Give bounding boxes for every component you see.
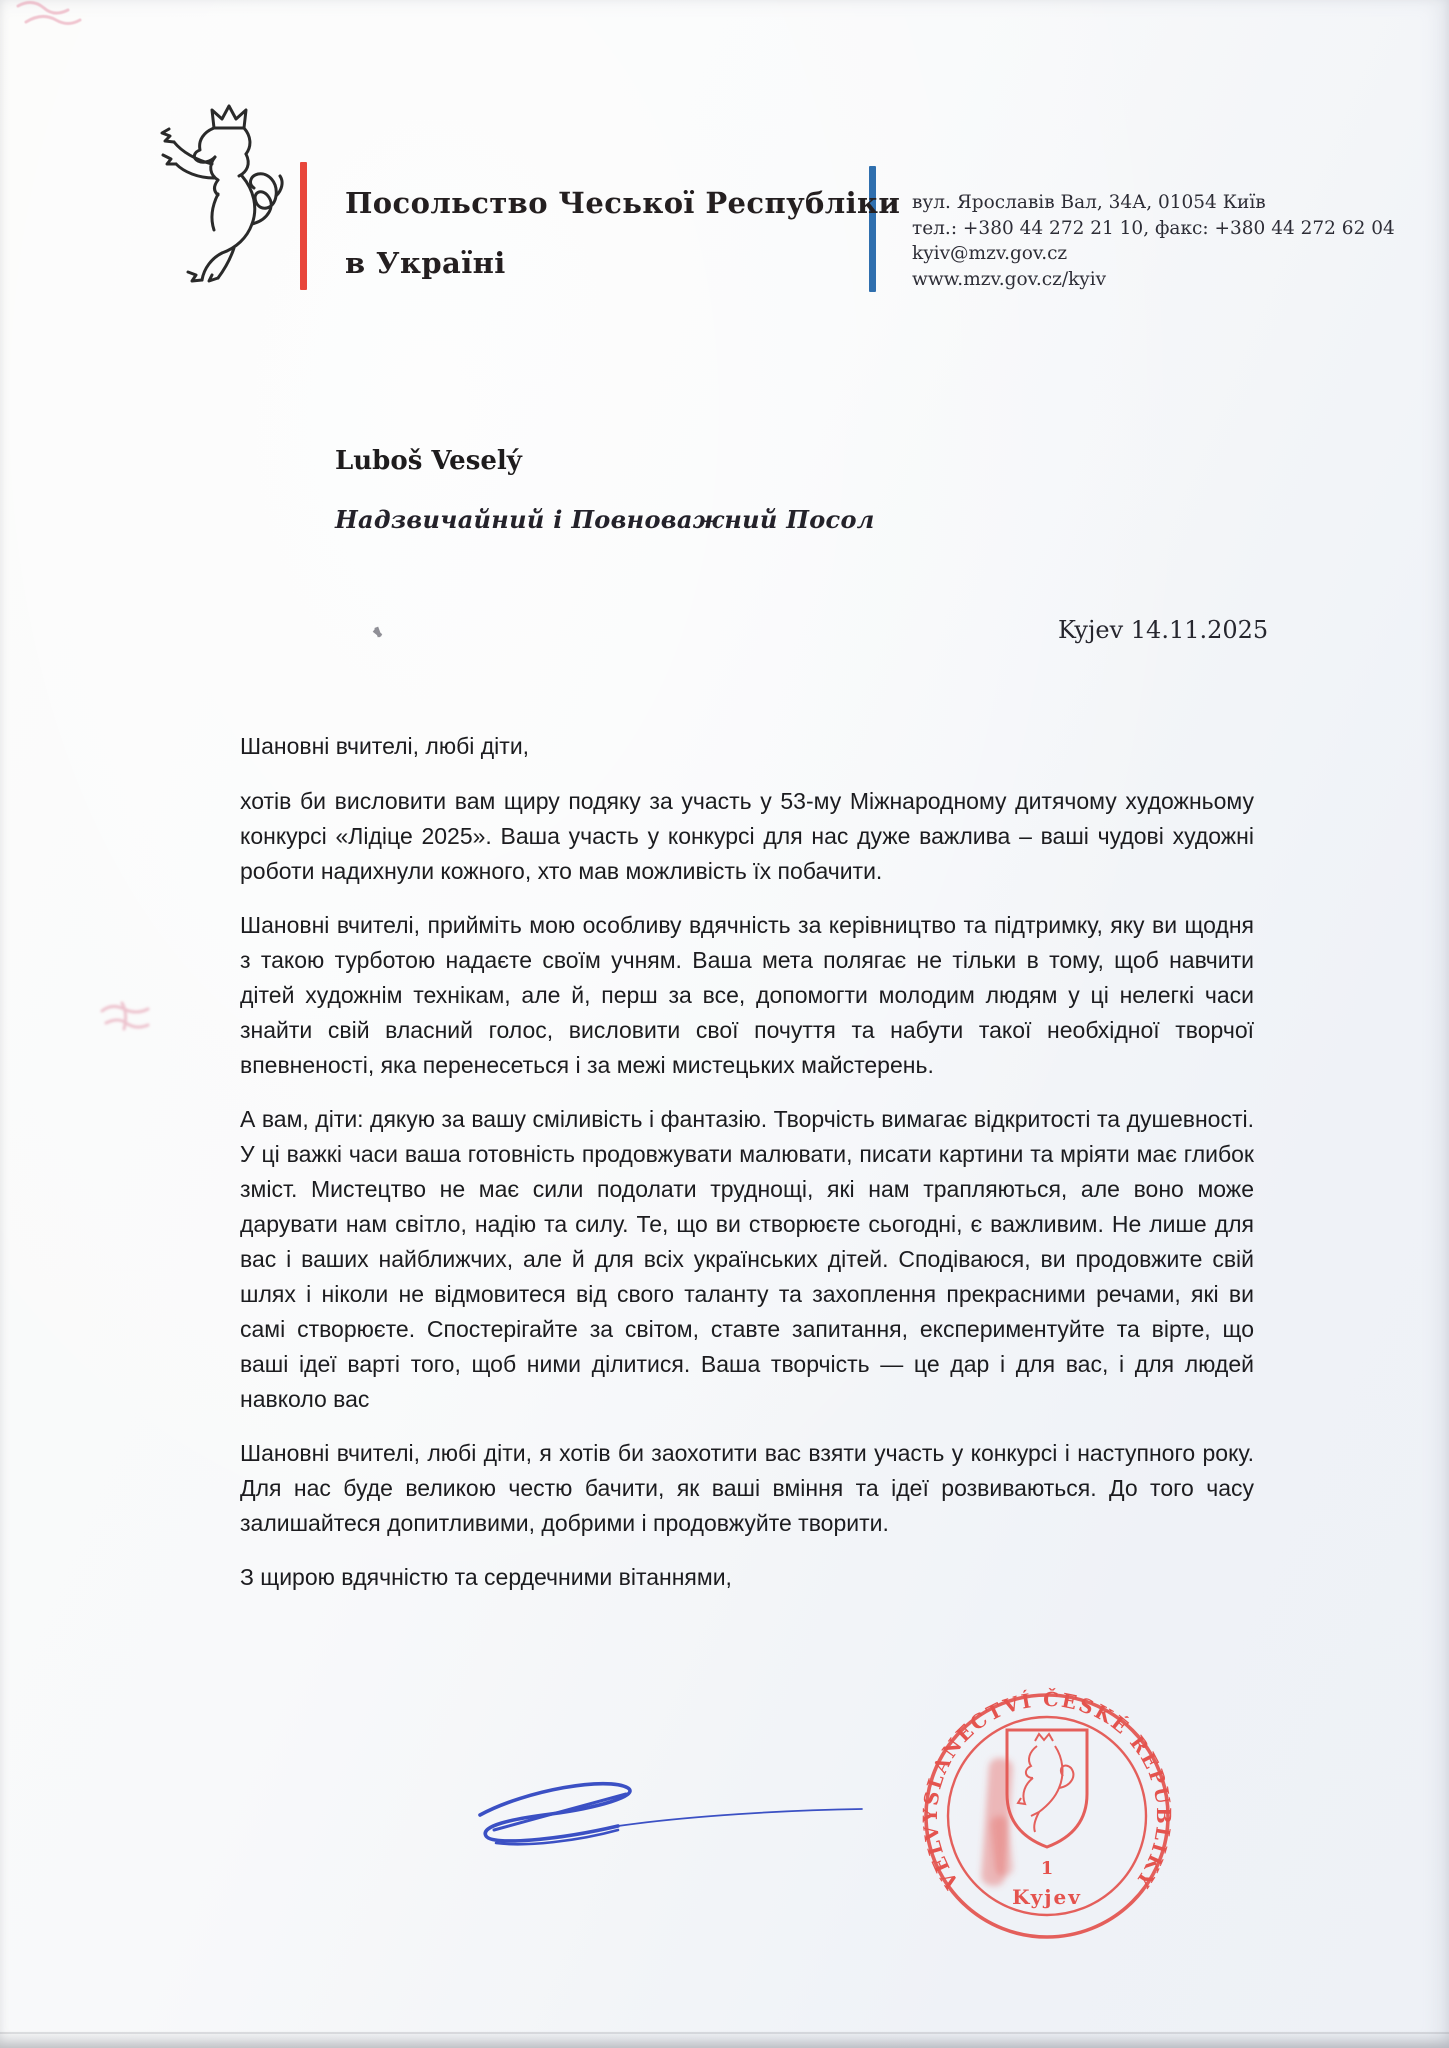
scan-corner-mark	[10, 0, 90, 40]
sender-name: Luboš Veselý	[335, 446, 522, 476]
stamp-city: Kyjev	[1012, 1885, 1082, 1909]
czech-lion-emblem-icon	[150, 104, 284, 296]
paragraph-4: Шановні вчителі, любі діти, я хотів би заохотити вас взяти участь у конкурсі і наступного року. Для нас буде великою честю бачити, як ваші вміння та ідеї розвиваються. До того часу залишайтеся допитливими, добрими і продовжуйте творити.	[240, 1440, 1254, 1536]
stamp-shield-icon	[1007, 1730, 1087, 1847]
letterhead-contact-block	[912, 190, 1395, 292]
handwritten-signature	[466, 1760, 878, 1876]
embassy-email: kyiv@mzv.gov.cz	[912, 243, 1068, 264]
paragraph-2: Шановні вчителі, прийміть мою особливу вдячність за керівництво та підтримку, яку ви щодня з такою турботою надаєте своїм учням. Ваша мета полягає не тільки в тому, щоб навчити дітей художнім технікам, але й, перш за все, допомогти молодим людям у ці нелегкі часи знайти свій власний голос, висловити свої почуття та набути такої необхідної творчої впевненості, яка перенесеться і за межі мистецьких майстерень.	[240, 912, 1254, 1078]
salutation: Шановні вчителі, любі діти,	[240, 733, 530, 759]
embassy-round-stamp	[897, 1666, 1197, 1966]
embassy-phone-fax: тел.: +380 44 272 21 10, факс: +380 44 272 62 04	[912, 217, 1395, 239]
stamp-ink-smudge	[981, 1757, 1015, 1886]
stamp-lion-icon	[1018, 1734, 1073, 1832]
stamp-ring-text: VELVYSLANECTVÍ ČESKÉ REPUBLIKY	[918, 1687, 1176, 1894]
letterhead-blue-bar	[869, 166, 876, 292]
sender-title: Надзвичайний і Повноважний Посол	[335, 505, 875, 534]
letterhead-red-bar	[300, 162, 307, 290]
letter-body	[240, 729, 1254, 1595]
embassy-name-line2: в Україні	[345, 246, 506, 280]
closing-line: З щирою вдячністю та сердечними вітаннями,	[240, 1564, 732, 1590]
embassy-address: вул. Ярославів Вал, 34А, 01054 Київ	[912, 192, 1266, 213]
scan-smudge-pink	[96, 993, 160, 1039]
scan-speck	[372, 626, 385, 639]
embassy-name-line1: Посольство Чеської Республіки	[345, 186, 901, 220]
dateline: Kyjev 14.11.2025	[1058, 616, 1269, 644]
scan-bottom-shadow	[0, 2030, 1449, 2048]
paragraph-1: хотів би висловити вам щиру подяку за участь у 53-му Міжнародному дитячому художньому конкурсі «Лідіце 2025». Ваша участь у конкурсі для нас дуже важлива – ваші чудові художні роботи надихнули кожного, хто мав можливість їх побачити.	[240, 788, 1254, 884]
paragraph-3: А вам, діти: дякую за вашу сміливість і фантазію. Творчість вимагає відкритості та душевності. У ці важкі часи ваша готовність продовжувати малювати, писати картини та мріяти має глибок зміст. Мистецтво не має сили подолати труднощі, які нам трапляються, але воно може дарувати нам світло, надію та силу. Те, що ви створюєте сьогодні, є важливим. Не лише для вас і ваших найближчих, але й для всіх українських дітей. Сподіваюся, ви продовжите свій шлях і ніколи не відмовитеся від свого таланту та захоплення прекрасними речами, які ви самі створюєте. Спостерігайте за світом, ставте запитання, експериментуйте та вірте, що ваші ідеї варті того, щоб ними ділитися. Ваша творчість — це дар і для вас, і для людей навколо вас	[240, 1106, 1254, 1412]
stamp-number: 1	[1040, 1858, 1054, 1879]
embassy-website: www.mzv.gov.cz/kyiv	[912, 268, 1107, 290]
